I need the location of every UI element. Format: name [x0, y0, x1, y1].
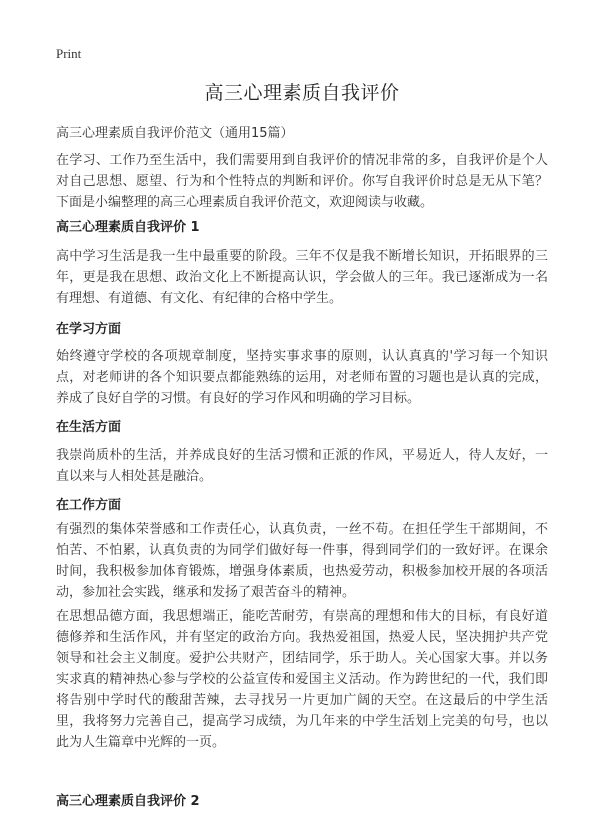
- work-heading: 在工作方面: [56, 498, 122, 513]
- document-subtitle: 高三心理素质自我评价范文（通用15篇）: [56, 126, 294, 141]
- study-heading: 在学习方面: [56, 322, 122, 337]
- section-2-heading: 高三心理素质自我评价 2: [56, 794, 200, 809]
- study-paragraph: 始终遵守学校的各项规章制度，坚持实事求事的原则，认认真真的'学习每一个知识点，对老师讲的各个知识要点都能熟练的运用，对老师布置的习题也是认真的完成，养成了良好自学的习惯。有良好的学习作风和明确的学习目标。: [56, 349, 548, 406]
- work-paragraph: 有强烈的集体荣誉感和工作责任心，认真负责，一丝不苟。在担任学生干部期间，不怕苦、不怕累，认真负责的为同学们做好每一件事，得到同学们的一致好评。在课余时间，我积极参加体育锻炼，增强身体素质，也热爱劳动，积极参加校开展的各项活动，参加社会实践，继承和发扬了艰苦奋斗的精神。: [56, 522, 548, 600]
- life-heading: 在生活方面: [56, 420, 122, 435]
- moral-paragraph: 在思想品德方面，我思想端正，能吃苦耐劳，有崇高的理想和伟大的目标，有良好道德修养和生活作风，并有坚定的政治方向。我热爱祖国，热爱人民，坚决拥护共产党领导和社会主义制度。爱护公共财产，团结同学，乐于助人。关心国家大事。并以务实求真的精神热心参与学校的公益宣传和爱国主义活动。作为跨世纪的一代，我们即将告别中学时代的酸甜苦辣，去寻找另一片更加广阔的天空。在这最后的中学生活里，我将努力完善自己，提高学习成绩，为几年来的中学生活划上完美的句号，也以此为人生篇章中光辉的一页。: [56, 609, 548, 750]
- life-paragraph: 我崇尚质朴的生活，并养成良好的生活习惯和正派的作风，平易近人，待人友好，一直以来与人相处甚是融洽。: [56, 448, 548, 484]
- print-label: Print: [56, 46, 82, 61]
- document-title: 高三心理素质自我评价: [204, 82, 400, 104]
- section-1-paragraph: 高中学习生活是我一生中最重要的阶段。三年不仅是我不断增长知识，开拓眼界的三年，更是我在思想、政治文化上不断提高认识，学会做人的三年。我已逐渐成为一名有理想、有道德、有文化、有纪律的合格中学生。: [56, 249, 548, 306]
- section-1-heading: 高三心理素质自我评价 1: [56, 220, 200, 235]
- intro-paragraph: 在学习、工作乃至生活中，我们需要用到自我评价的情况非常的多，自我评价是个人对自己思想、愿望、行为和个性特点的判断和评价。你写自我评价时总是无从下笔？下面是小编整理的高三心理素质自我评价范文，欢迎阅读与收藏。: [56, 153, 548, 210]
